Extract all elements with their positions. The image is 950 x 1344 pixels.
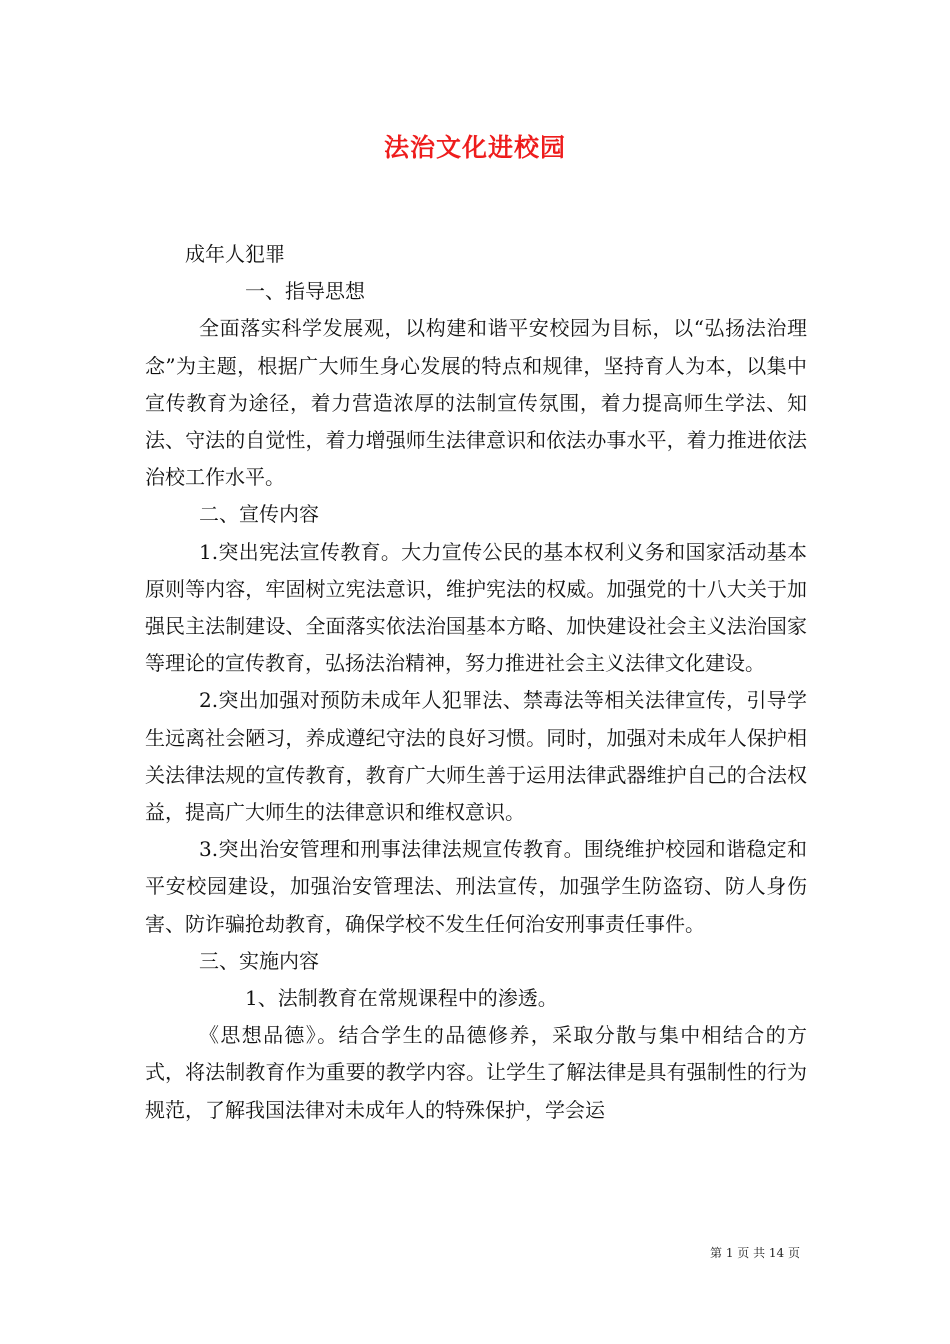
body-paragraph-2: 全面落实科学发展观，以构建和谐平安校园为目标，以“弘扬法治理念”为主题，根据广大师生身心发展的特点和规律，坚持育人为本，以集中宣传教育为途径，着力营造浓厚的法制宣传氛围，着力提高师生学法、知法、守法的自觉性，着力增强师生法律意识和依法办事水平，着力推进依法治校工作水平。 [145,316,807,490]
document-body [145,236,807,1129]
body-paragraph-6: 《思想品德》。结合学生的品德修养，采取分散与集中相结合的方式，将法制教育作为重要的教学内容。让学生了解法律是具有强制性的行为规范，了解我国法律对未成年人的特殊保护，学会运 [145,1023,807,1122]
page-number-footer: 第 1 页 共 14 页 [710,1246,800,1260]
subsection-heading-1: 1、法制教育在常规课程中的渗透。 [245,986,558,1011]
document-title: 法治文化进校园 [383,133,566,162]
section-heading-1: 一、指导思想 [245,279,365,304]
body-paragraph-1: 成年人犯罪 [185,242,285,266]
body-paragraph-5: 3.突出治安管理和刑事法律法规宣传教育。围绕维护校园和谐稳定和平安校园建设，加强治安管理法、刑法宣传，加强学生防盗窃、防人身伤害、防诈骗抢劫教育，确保学校不发生任何治安刑事责任事件。 [145,837,807,936]
body-paragraph-3: 1.突出宪法宣传教育。大力宣传公民的基本权利义务和国家活动基本原则等内容，牢固树立宪法意识，维护宪法的权威。加强党的十八大关于加强民主法制建设、全面落实依法治国基本方略、加快建设社会主义法治国家等理论的宣传教育，弘扬法治精神，努力推进社会主义法律文化建设。 [145,539,807,676]
section-heading-2: 二、宣传内容 [199,502,319,527]
section-heading-3: 三、实施内容 [199,948,319,973]
body-paragraph-4: 2.突出加强对预防未成年人犯罪法、禁毒法等相关法律宣传，引导学生远离社会陋习，养成遵纪守法的良好习惯。同时，加强对未成年人保护相关法律法规的宣传教育，教育广大师生善于运用法律武器维护自己的合法权益，提高广大师生的法律意识和维权意识。 [145,688,807,825]
